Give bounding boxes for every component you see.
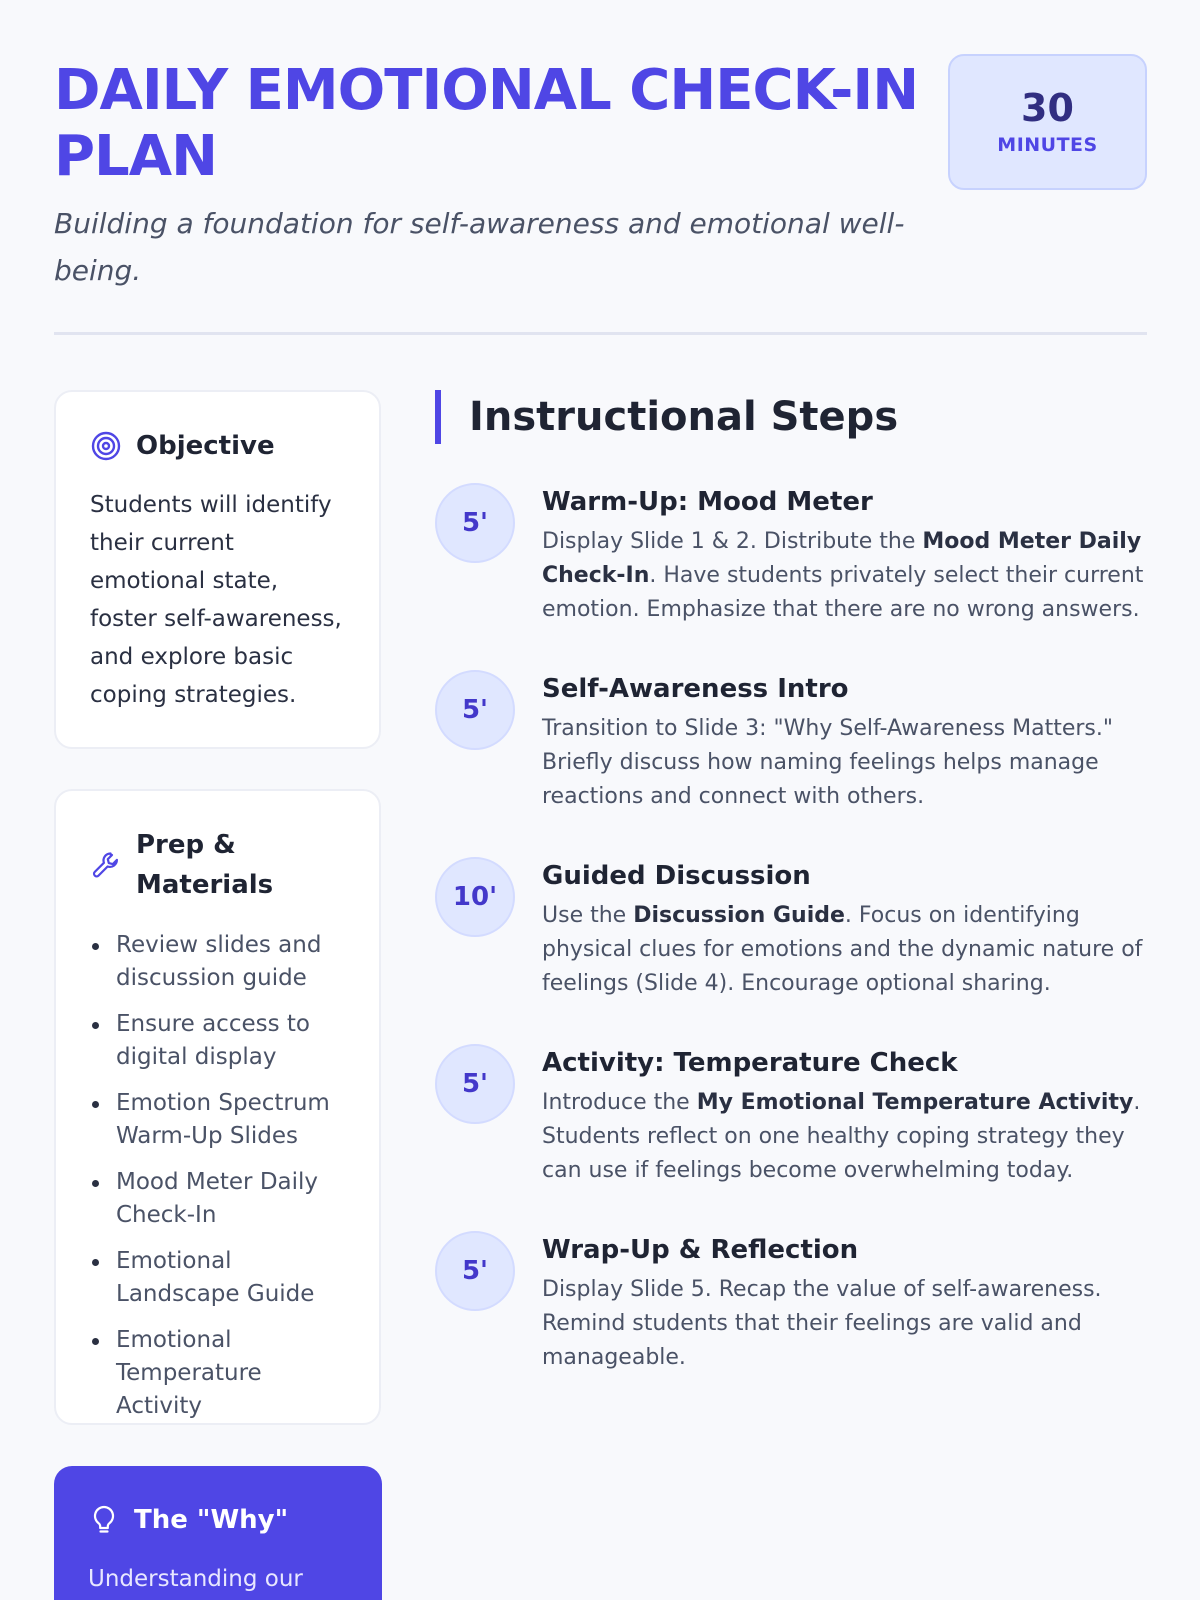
wrench-icon [90,825,122,905]
list-item: Mood Meter Daily Check-In [90,1166,347,1232]
step-time-badge: 5' [435,1231,515,1311]
prep-title: Prep & Materials [136,830,274,900]
target-icon [90,426,122,466]
page-subtitle: Building a foundation for self-awareness and emotional well-being. [54,207,905,287]
step-title: Guided Discussion [542,861,811,891]
list-item: Ensure access to digital display [90,1008,347,1074]
why-title: The "Why" [134,1505,289,1535]
step-time-badge: 5' [435,1044,515,1124]
objective-title: Objective [136,431,275,461]
step-description: Use the Discussion Guide. Focus on identifying physical clues for emotions and the dynamic nature of feelings (Slide 4). Encourage optional sharing. [542,903,1143,996]
step-title: Self-Awareness Intro [542,674,849,704]
lightbulb-icon [88,1500,120,1540]
list-item: Emotion Spectrum Warm-Up Slides [90,1087,347,1153]
prep-materials-card [54,789,381,1425]
objective-text: Students will identify their current emotional state, foster self-awareness, and explore basic coping strategies. [90,492,342,708]
header [54,54,1147,294]
instructional-steps [435,390,1147,1370]
why-text: Understanding our [88,1566,303,1592]
header-divider [54,332,1147,335]
duration-value: 30 [1021,86,1074,130]
step-title: Wrap-Up & Reflection [542,1235,859,1265]
lesson-plan-page [54,0,1147,1600]
duration-unit: MINUTES [997,134,1098,156]
duration-badge [948,54,1147,190]
objective-card [54,390,381,749]
why-card [54,1466,382,1600]
step-description: Introduce the My Emotional Temperature Activity. Students reflect on one healthy coping strategy they can use if feelings become overwhelming today. [542,1090,1141,1183]
steps-heading: Instructional Steps [435,390,1147,444]
step-time-badge: 10' [435,857,515,937]
list-item: Emotional Temperature Activity [90,1324,347,1423]
step-description: Display Slide 5. Recap the value of self-awareness. Remind students that their feelings are valid and manageable. [542,1277,1102,1370]
list-item: Emotional Landscape Guide [90,1245,347,1311]
step-description: Display Slide 1 & 2. Distribute the Mood Meter Daily Check-In. Have students privately select their current emotion. Emphasize that there are no wrong answers. [542,529,1144,622]
page-title: DAILY EMOTIONAL CHECK-IN PLAN [54,58,919,189]
list-item: Review slides and discussion guide [90,929,347,995]
materials-list [90,929,347,1423]
step-time-badge: 5' [435,483,515,563]
step-title: Activity: Temperature Check [542,1048,958,1078]
step-time-badge: 5' [435,670,515,750]
step-title: Warm-Up: Mood Meter [542,487,873,517]
step-description: Transition to Slide 3: "Why Self-Awareness Matters." Briefly discuss how naming feelings helps manage reactions and connect with others. [542,716,1113,809]
